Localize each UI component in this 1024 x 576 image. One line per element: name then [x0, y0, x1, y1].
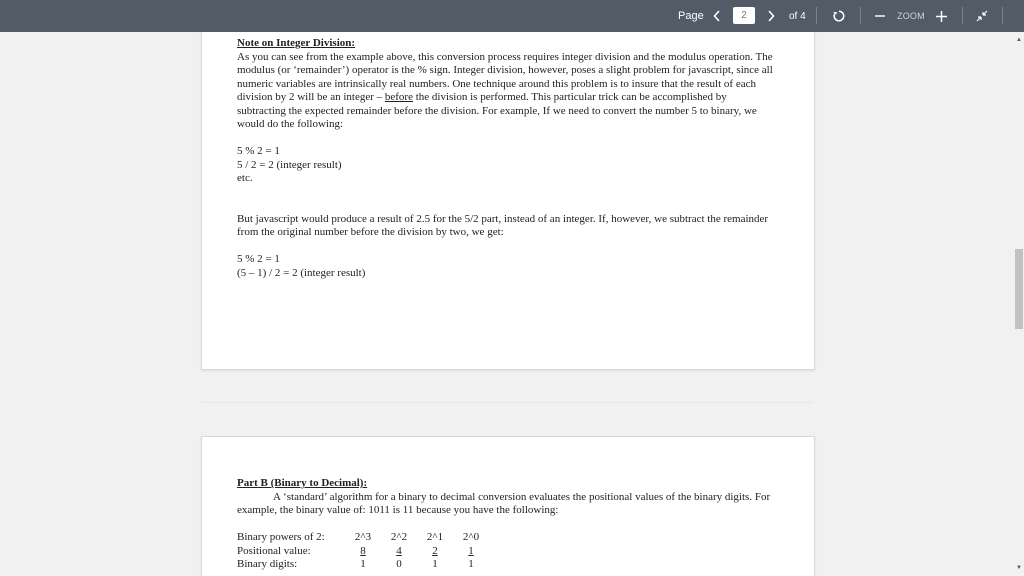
- table-cell: Binary powers of 2:: [237, 531, 325, 543]
- chevron-right-icon: [767, 10, 775, 22]
- table-cell: 2^0: [462, 531, 480, 543]
- table-cell: 1: [468, 558, 474, 570]
- scrollbar-thumb[interactable]: [1015, 249, 1023, 329]
- page-separator: [201, 402, 813, 403]
- toolbar-divider: [816, 7, 817, 24]
- pdf-page: [201, 32, 815, 370]
- toolbar-divider: [860, 7, 861, 24]
- chevron-left-icon: [713, 10, 721, 22]
- table-row: [237, 545, 489, 559]
- table-cell: 1: [432, 558, 438, 570]
- page-label: Page: [678, 10, 704, 22]
- section-heading: Part B (Binary to Decimal):: [237, 477, 368, 489]
- next-page-button[interactable]: [764, 0, 778, 32]
- page-number-input[interactable]: [733, 7, 755, 24]
- paragraph-text: the division is performed. This particular trick can be accomplished by subtracting the expected remainder before the division. For example, If we need to convert the number 5 to binary, we would do the following:: [237, 91, 757, 130]
- exit-fullscreen-button[interactable]: [975, 0, 989, 32]
- table-cell: Positional value:: [237, 544, 311, 557]
- table-cell: 8: [360, 544, 366, 557]
- rotate-icon: [832, 9, 846, 23]
- table-row: [237, 558, 489, 572]
- table-cell: 2^1: [426, 531, 444, 543]
- table-cell: 0: [396, 558, 402, 570]
- toolbar-divider: [962, 7, 963, 24]
- toolbar-divider: [1002, 7, 1003, 24]
- table-cell: 4: [396, 544, 402, 557]
- page-text: [237, 477, 777, 572]
- minus-icon: [875, 11, 885, 21]
- zoom-out-button[interactable]: [874, 0, 886, 32]
- page-count-label: of 4: [789, 10, 806, 22]
- table-cell: Binary digits:: [237, 558, 298, 570]
- paragraph-text: As you can see from the example above, this conversion process requires integer division and the modulus operation. The modulus (or ‘remainder’) operator is the % sign. Integer division, however, poses a slight problem for javascript, since all numeric variables are intrinsically real numbers. One technique around this problem is to insure that the result of each division by 2 will be an integer –: [237, 50, 773, 103]
- section-heading: Note on Integer Division:: [237, 37, 356, 49]
- table-cell: 2^2: [390, 531, 408, 543]
- binary-table: [237, 531, 489, 572]
- zoom-label: ZOOM: [897, 11, 925, 21]
- math-line: 5 % 2 = 1: [237, 253, 280, 265]
- collapse-icon: [976, 10, 988, 22]
- pdf-page: [201, 436, 815, 576]
- math-line: 5 % 2 = 1: [237, 145, 280, 157]
- document-viewer: [0, 32, 1024, 576]
- vertical-scrollbar[interactable]: [1014, 32, 1024, 576]
- zoom-in-button[interactable]: [934, 0, 948, 32]
- page-text: [237, 37, 777, 280]
- math-line: 5 / 2 = 2 (integer result): [237, 158, 342, 171]
- body-paragraph: But javascript would produce a result of 2.5 for the 5/2 part, instead of an integer. If, however, we subtract the remainder from the original number before the division by two, we get:: [237, 212, 769, 238]
- table-cell: 2: [432, 544, 438, 557]
- body-paragraph: A ‘standard’ algorithm for a binary to decimal conversion evaluates the positional values of the binary digits. For example, the binary value of: 1011 is 11 because you have the following:: [237, 490, 771, 516]
- rotate-button[interactable]: [830, 0, 848, 32]
- scroll-up-arrow-icon[interactable]: ▲: [1016, 37, 1022, 43]
- table-cell: 1: [468, 544, 474, 557]
- table-cell: 1: [360, 558, 366, 570]
- scroll-down-arrow-icon[interactable]: ▼: [1016, 565, 1022, 571]
- math-line: (5 – 1) / 2 = 2 (integer result): [237, 266, 366, 279]
- body-paragraph: [237, 51, 777, 132]
- table-cell: 2^3: [354, 531, 372, 543]
- math-line: etc.: [237, 172, 253, 184]
- pdf-toolbar: [0, 0, 1024, 32]
- previous-page-button[interactable]: [710, 0, 724, 32]
- emphasized-text: before: [384, 91, 413, 103]
- plus-icon: [936, 11, 947, 22]
- table-row: [237, 531, 489, 545]
